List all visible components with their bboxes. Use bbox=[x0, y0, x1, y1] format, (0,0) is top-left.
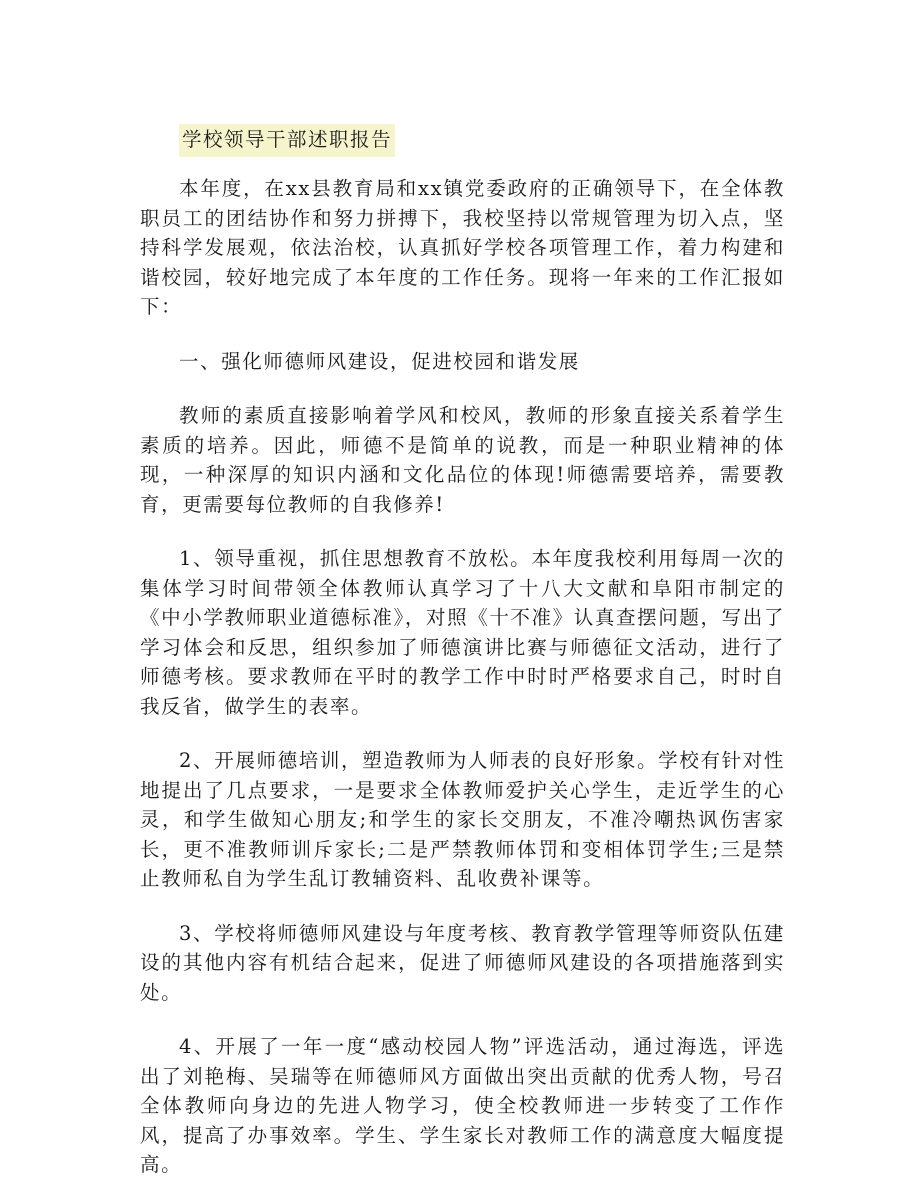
paragraph-teacher-quality: 教师的素质直接影响着学风和校风，教师的形象直接关系着学生素质的培养。因此，师德不是简单的说教，而是一种职业精神的体现，一种深厚的知识内涵和文化品位的体现!师德需要培养，需要教育，更需要每位教师的自我修养! bbox=[140, 404, 785, 516]
paragraph-item-2: 2、开展师德培训，塑造教师为人师表的良好形象。学校有针对性地提出了几点要求，一是要求全体教师爱护关心学生，走近学生的心灵，和学生做知心朋友;和学生的家长交朋友，不准冷嘲热讽伤害家长，更不准教师训斥家长;二是严禁教师体罚和变相体罚学生;三是禁止教师私自为学生乱订教辅资料、乱收费补课等。 bbox=[140, 749, 785, 890]
document-title: 学校领导干部述职报告 bbox=[179, 124, 395, 157]
section-heading-1: 一、强化师德师风建设，促进校园和谐发展 bbox=[179, 349, 580, 373]
paragraph-item-1: 1、领导重视，抓住思想教育不放松。本年度我校利用每周一次的集体学习时间带领全体教师认真学习了十八大文献和阜阳市制定的《中小学教师职业道德标准》，对照《十不准》认真查摆问题，写出了学习体会和反思，组织参加了师德演讲比赛与师德征文活动，进行了师德考核。要求教师在平时的教学工作中时时严格要求自己，时时自我反省，做学生的表率。 bbox=[140, 547, 785, 718]
paragraph-intro: 本年度，在xx县教育局和xx镇党委政府的正确领导下，在全体教职员工的团结协作和努力拼搏下，我校坚持以常规管理为切入点，坚持科学发展观，依法治校，认真抓好学校各项管理工作，着力构建和谐校园，较好地完成了本年度的工作任务。现将一年来的工作汇报如下： bbox=[140, 177, 785, 318]
document-page bbox=[140, 124, 785, 1180]
paragraph-item-3: 3、学校将师德师风建设与年度考核、教育教学管理等师资队伍建设的其他内容有机结合起来，促进了师德师风建设的各项措施落到实处。 bbox=[140, 921, 785, 1004]
paragraph-item-4: 4、开展了一年一度“感动校园人物”评选活动，通过海选，评选出了刘艳梅、吴瑞等在师德师风方面做出突出贡献的优秀人物，号召全体教师向身边的先进人物学习，使全校教师进一步转变了工作作风，提高了办事效率。学生、学生家长对教师工作的满意度大幅度提高。 bbox=[140, 1035, 785, 1176]
